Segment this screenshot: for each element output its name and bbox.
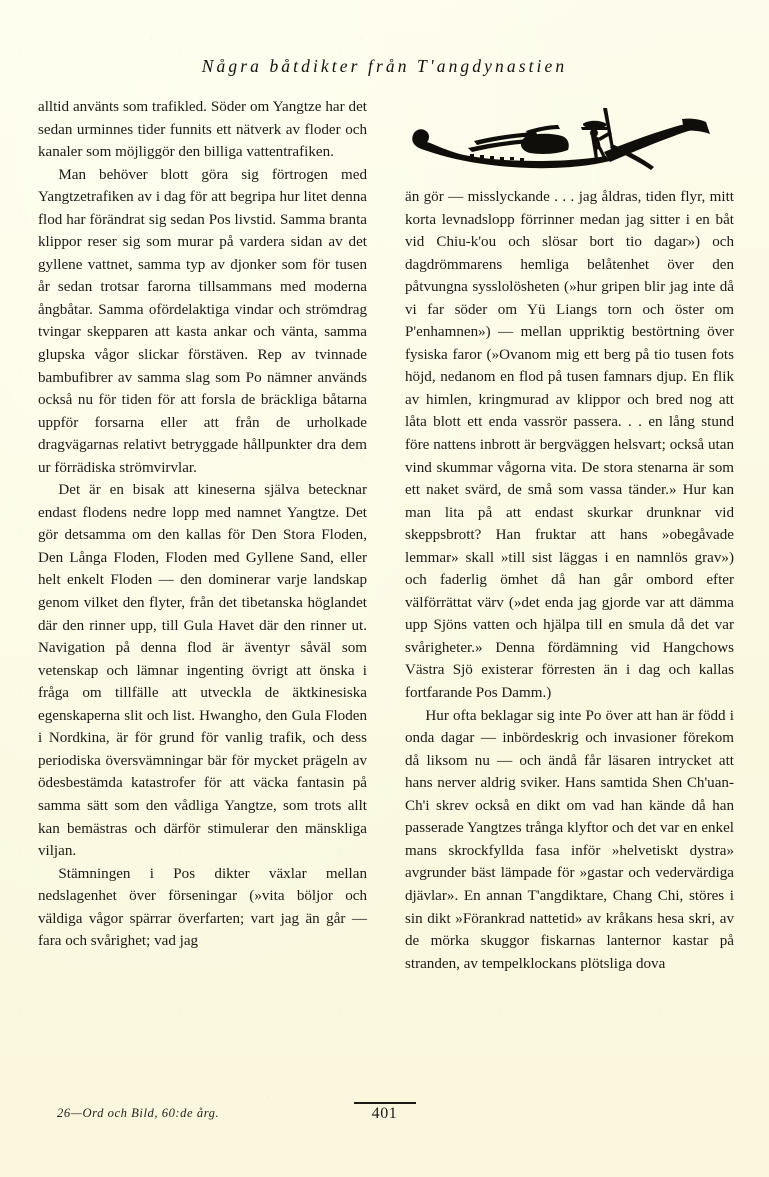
running-head-title: Några båtdikter från T'angdynastien <box>201 56 568 76</box>
text-columns <box>38 96 734 1081</box>
imprint-line: 26—Ord och Bild, 60:de årg. <box>57 1106 220 1120</box>
paragraph: Man behöver blott göra sig förtrogen med Yangtzetrafiken av i dag för att begripa hur litet denna flod har förändrat sig sedan Pos livstid. Samma branta klippor reser sig som murar på vardera sidan av det gyllene vattnet, samma typ av djonker som för tusen år sedan trotsar farorna tillsammans med moderna ångbåtar. Samma ofördelaktiga vindar och strömdrag tvingar skepparen att kasta ankar och vänta, samma glupska vågor slickar förstäven. Rep av tvinnade bambufibrer av samma slag som Po nämner används också nu för tiden för att forsla de bräckliga båtarna uppför forsarna eller att från de urholkade dragvägarnas relativt betryggade hållpunkter dra dem ur förrädiska strömvirvlar. <box>38 166 367 476</box>
paragraph: Hur ofta beklagar sig inte Po över att han är född i onda dagar — inbördeskrig och invasioner förekom då liksom nu — och ändå får läsaren intrycket att hans nerver aldrig sviker. Hans samtida Shen Ch'uan-Ch'i skrev också en dikt om vad han kände då han passerade Yangtzes trånga klyftor och det var en enkel mans skrockfyllda fasa inför »helvetiskt dystra» avgrunder bäst lämpade för »gastar och vedervärdiga djävlar». En annan T'angdiktare, Chang Chi, störes i sin dikt »Förankrad nattetid» av kråkans hesa skri, av de mörka skuggor fiskarnas lanternor kastar på stranden, av tempelklockans plötsliga dova <box>405 707 734 972</box>
page-footer <box>0 1106 769 1132</box>
page-number: 401 <box>371 1105 398 1122</box>
paragraph: Det är en bisak att kineserna själva betecknar endast flodens nedre lopp med namnet Yangtze. Det gör detsamma om den kallas för Den Stora Floden, Den Långa Floden, Floden med Gyllene Sand, eller helt enkelt Floden — den dominerar varje landskap genom vilket den flyter, från det tibetanska höglandet där den rinner upp, till Gula Havet där den rinner ut. Navigation på denna flod är äventyr såväl som vetenskap och lämnar ingenting övrigt att önska i fråga om tillfälle att utveckla de äktkinesiska egenskaperna slit och list. Hwangho, den Gula Floden i Nordkina, är för grund för vanlig trafik, och dess periodiska översvämningar bär för mycket prägeln av ödesbestämda katastrofer för att väcka fantasin på samma sätt som den vådliga Yangtze, som trots allt kan bemästras och därför stimulerar den mänskliga viljan. <box>38 482 367 860</box>
folio-rule <box>354 1102 416 1104</box>
column-left <box>38 96 367 953</box>
column-right <box>405 96 734 975</box>
paragraph: alltid använts som trafikled. Söder om Yangtze har det sedan urminnes tider funnits ett nätverk av floder och kanaler som möjliggör den billiga vattentrafiken. <box>38 99 367 161</box>
paragraph: Stämningen i Pos dikter växlar mellan nedslagenhet över förseningar (»vita böljor och väldiga vågor spärrar överfarten; vart jag än går — fara och svårighet; vad jag <box>38 865 367 950</box>
paragraph: än gör — misslyckande . . . jag åldras, tiden flyr, mitt korta levnadslopp förrinner medan jag sitter i en båt vid Chiu-k'ou och slösar bort tio dagar») och dagdrömmarens hemliga belåtenhet över den påtvungna sysslolösheten (»hur gripen blir jag inte då vi far söder om Yü Liangs torn och öster om P'enhamnen») — mellan uppriktig bestörtning över fysiska faror (»Ovanom mig ett berg på tio tusen fots höjd, nedanom en flod på tusen famnars djup. En flik av himlen, kringmurad av klippor och bred nog att låta blott ett enda vassrör passera. . . en lång stund före nattens inbrott är bergväggen helsvart; också utan vind skummar vågorna vita. De stora stenarna är som ett naket svärd, de små som vassa tänder.» Hur kan man lita på att endast skurkar drunknar vid skeppsbrott? Han fruktar att hans »obegåvade lemmar» skall »till sist läggas i en namnlös grav») och faderlig ömhet då han går ombord efter välförrättat värv (»det enda jag gjorde var att dämma upp Sjöns vatten och hjälpa till en smula då det var svårigheter.» Denna fördämning vid Hangchows Västra Sjö existerar förresten än i dag och kallas fortfarande Pos Damm.) <box>405 189 734 702</box>
folio-block <box>354 1102 416 1123</box>
